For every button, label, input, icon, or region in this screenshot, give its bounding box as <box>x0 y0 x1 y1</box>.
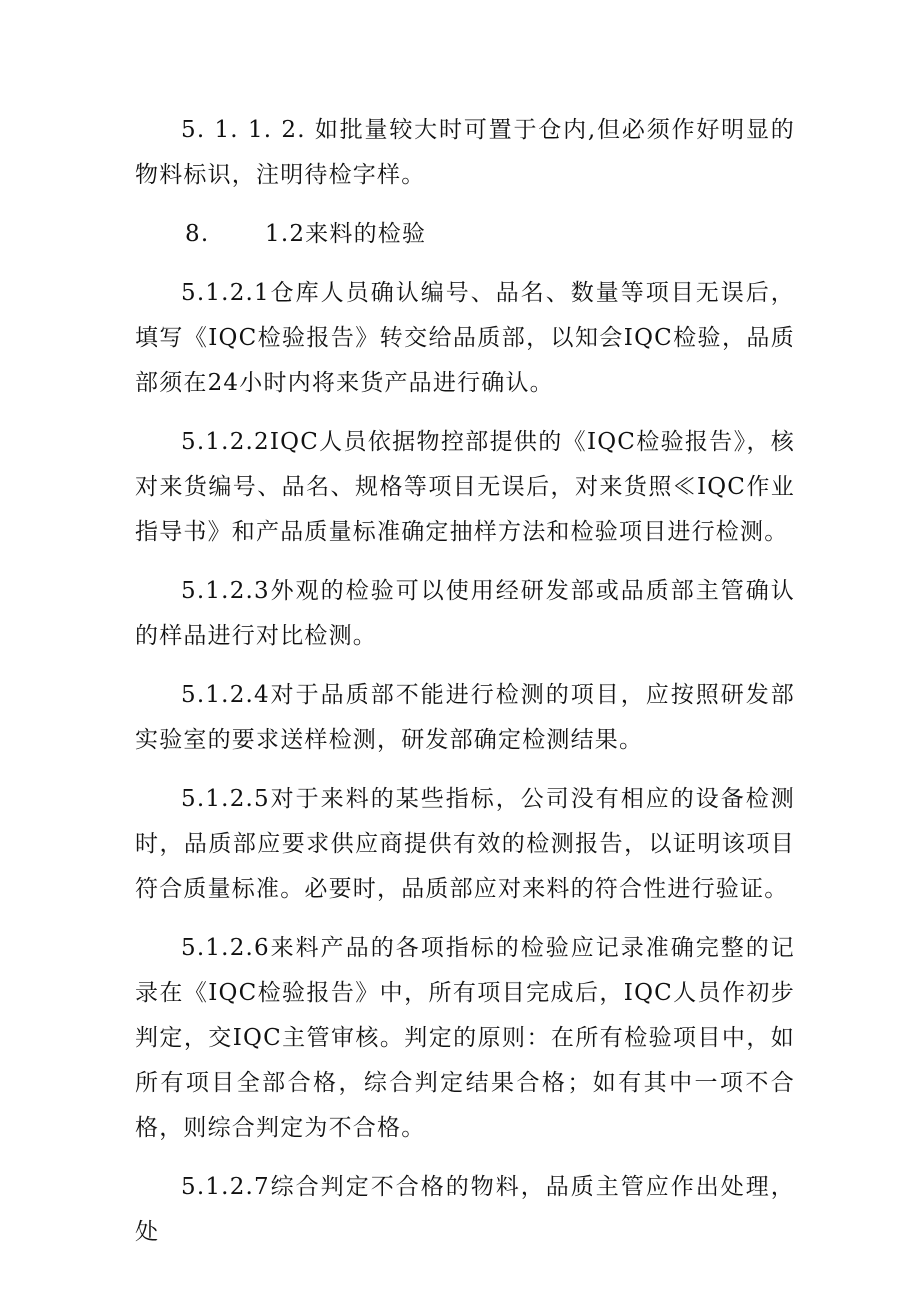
paragraph-5-1-2-5: 5.1.2.5对于来料的某些指标，公司没有相应的设备检测时，品质部应要求供应商提供有效的检测报告，以证明该项目符合质量标准。必要时，品质部应对来料的符合性进行验证。 <box>135 786 795 902</box>
document-body <box>135 108 795 1269</box>
paragraph-5-1-2-2: 5.1.2.2IQC人员依据物控部提供的《IQC检验报告》，核对来货编号、品名、规格等项目无误后，对来货照≪IQC作业指导书》和产品质量标准确定抽样方法和检验项目进行检测。 <box>135 429 795 545</box>
section-heading-number: 8. <box>185 221 210 247</box>
paragraph-5-1-2-4: 5.1.2.4对于品质部不能进行检测的项目，应按照研发部实验室的要求送样检测，研发部确定检测结果。 <box>135 682 795 753</box>
paragraph-5-1-1-2: 5. 1. 1. 2. 如批量较大时可置于仓内,但必须作好明显的物料标识，注明待检字样。 <box>135 117 795 188</box>
paragraph-5-1-2-3: 5.1.2.3外观的检验可以使用经研发部或品质部主管确认的样品进行对比检测。 <box>135 578 795 649</box>
paragraph-5-1-2-1: 5.1.2.1仓库人员确认编号、品名、数量等项目无误后，填写《IQC检验报告》转交给品质部，以知会IQC检验，品质部须在24小时内将来货产品进行确认。 <box>135 280 795 396</box>
section-heading <box>135 212 795 257</box>
section-heading-title: 1.2来料的检验 <box>265 221 427 247</box>
paragraph-5-1-2-6: 5.1.2.6来料产品的各项指标的检验应记录准确完整的记录在《IQC检验报告》中，所有项目完成后，IQC人员作初步判定，交IQC主管审核。判定的原则：在所有检验项目中，如所有项目全部合格，综合判定结果合格；如有其中一项不合格，则综合判定为不合格。 <box>135 935 795 1141</box>
paragraph-5-1-2-7: 5.1.2.7综合判定不合格的物料，品质主管应作出处理，处 <box>135 1174 795 1245</box>
